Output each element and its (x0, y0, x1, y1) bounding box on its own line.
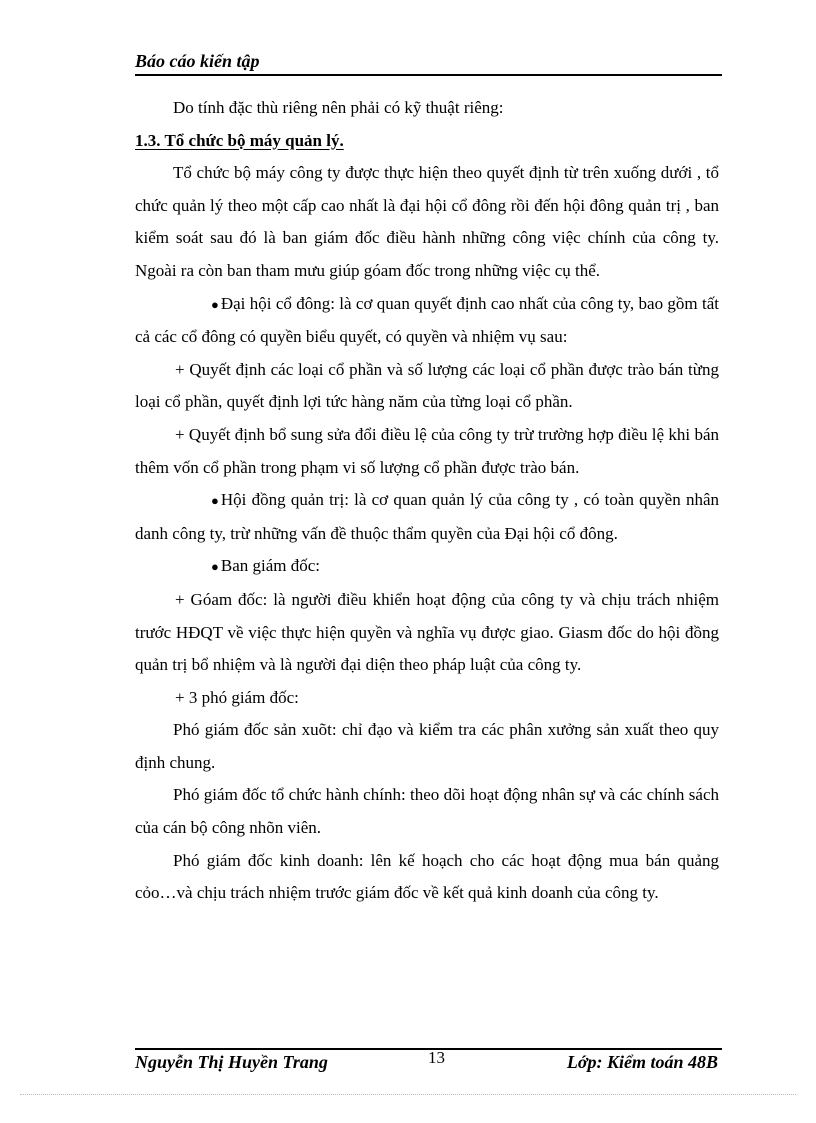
footer-class-label: Lớp: Kiểm toán 48B (566, 1052, 718, 1072)
bullet-text: Hội đồng quản trị: là cơ quan quản lý của công ty , có toàn quyền nhân danh công ty, trừ những vấn đề thuộc thẩm quyền của Đại hội cổ đông. (135, 490, 719, 543)
paragraph-business-deputy: Phó giám đốc kinh doanh: lên kế hoạch cho các hoạt động mua bán quảng cỏo…và chịu trách nhiệm trước giám đốc về kết quả kinh doanh của công ty. (135, 850, 719, 903)
plus-item-deputy-directors: + 3 phó giám đốc: (175, 687, 299, 707)
paragraph-admin-deputy: Phó giám đốc tổ chức hành chính: theo dõi hoạt động nhân sự và các chính sách của cán bộ công nhõn viên. (135, 785, 719, 838)
bullet-board-of-directors (135, 484, 719, 550)
plus-item-director: + Góam đốc: là người điều khiển hoạt động của công ty và chịu trách nhiệm trước HĐQT về việc thực hiện quyền và nghĩa vụ được giao. Giasm đốc do hội đồng quản trị bổ nhiệm và là người đại diện theo pháp luật của công ty. (135, 589, 719, 675)
section-heading-wrapper (135, 125, 719, 158)
paragraph-production-deputy: Phó giám đốc sản xuõt: chỉ đạo và kiểm tra các phân xưởng sản xuất theo quy định chung. (135, 720, 719, 772)
header-title: Báo cáo kiến tập (135, 51, 260, 71)
bullet-text: Ban giám đốc: (220, 556, 321, 576)
document-body (135, 92, 719, 910)
bullet-shareholders-meeting (135, 288, 719, 354)
plus-item-charter: + Quyết định bổ sung sửa đổi điều lệ của công ty trừ trường hợp điều lệ khi bán thêm vốn cổ phần trong phạm vi số lượng cổ phần được trào bán. (135, 424, 719, 477)
bullet-management-board (135, 550, 719, 584)
footer-author: Nguyễn Thị Huyền Trang (135, 1052, 328, 1072)
bullet-text: Đại hội cổ đông: là cơ quan quyết định cao nhất của công ty, bao gồm tất cả các cổ đông có quyền biểu quyết, có quyền và nhiệm vụ sau: (135, 293, 719, 347)
page-number: 13 (428, 1048, 445, 1067)
bullet-icon: ● (211, 559, 219, 575)
bullet-icon: ● (211, 296, 219, 312)
plus-item-share-types: + Quyết định các loại cổ phần và số lượng các loại cổ phần được trào bán từng loại cổ phần, quyết định lợi tức hàng năm của từng loại cổ phần. (135, 359, 719, 412)
bullet-icon: ● (211, 493, 219, 509)
page-header (135, 50, 722, 76)
section-heading: 1.3. Tổ chức bộ máy quản lý. (135, 130, 344, 150)
intro-paragraph: Do tính đặc thù riêng nên phải có kỹ thuật riêng: (173, 98, 504, 117)
paragraph-organization: Tổ chức bộ máy công ty được thực hiện theo quyết định từ trên xuống dưới , tổ chức quản lý theo một cấp cao nhất là đại hội cổ đông rồi đến hội đông quản trị , ban kiểm soát sau đó là ban giám đốc điều hành những công việc chính của công ty. Ngoài ra còn ban tham mưu giúp góam đốc trong những việc cụ thể. (135, 163, 719, 280)
page-bottom-edge (20, 1094, 796, 1095)
